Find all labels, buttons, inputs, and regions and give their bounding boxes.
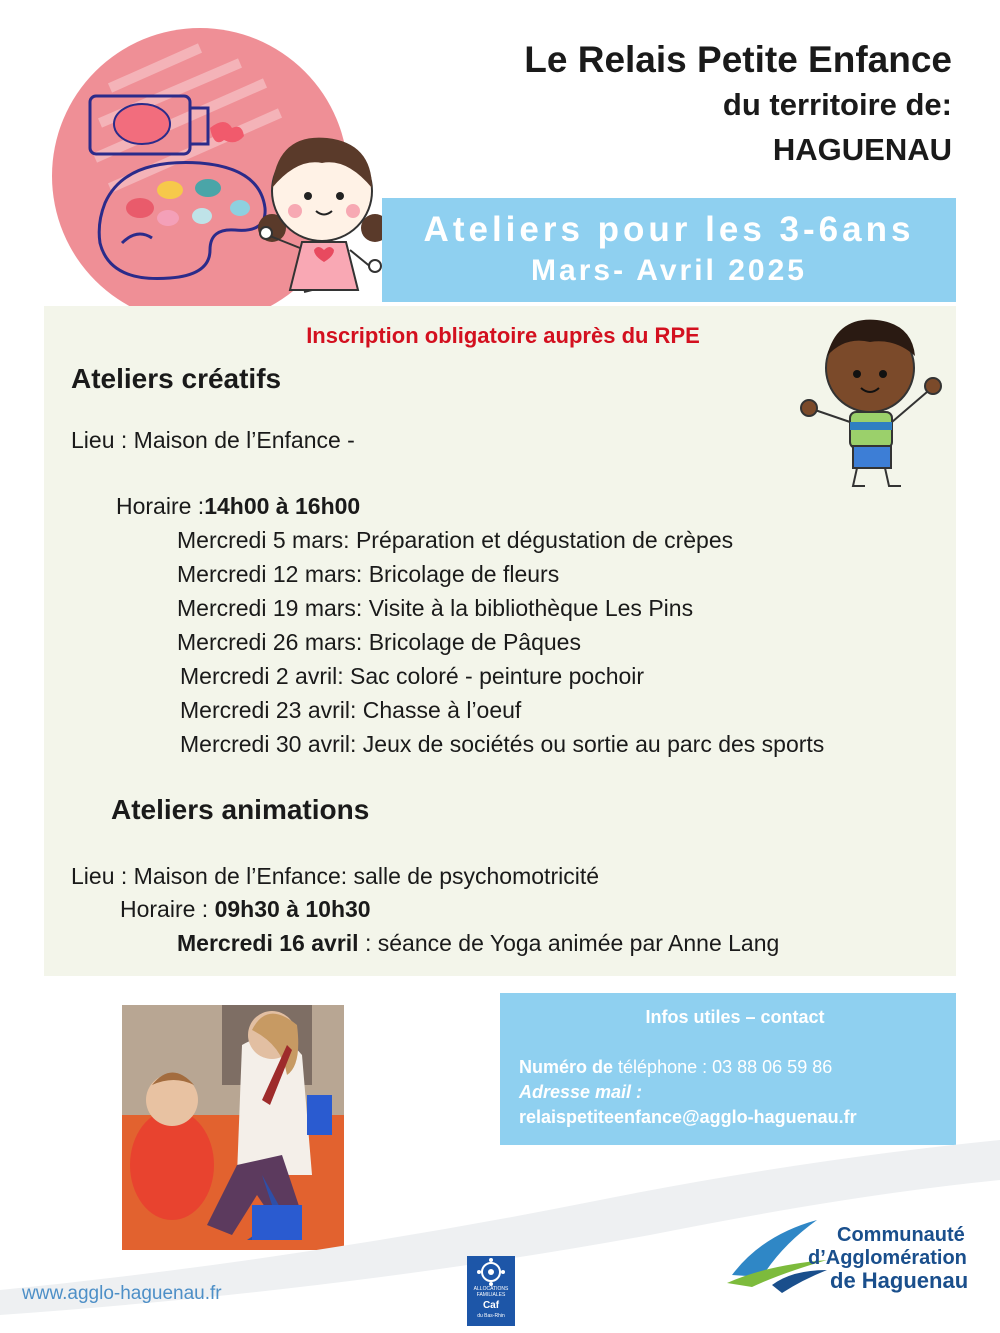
session-activity: Visite à la bibliothèque Les Pins <box>368 595 694 621</box>
contact-title: Infos utiles – contact <box>645 1007 825 1027</box>
session-line <box>177 627 581 657</box>
session-date: Mercredi 5 mars: <box>177 527 350 553</box>
page-title: Le Relais Petite Enfance <box>524 39 952 80</box>
horaire-label: Horaire : <box>116 493 205 519</box>
caf-text-3: Caf <box>482 1300 500 1311</box>
session-activity: Préparation et dégustation de crèpes <box>355 527 734 553</box>
session-activity: : séance de Yoga animée par Anne Lang <box>358 930 780 956</box>
phone-value: téléphone : 03 88 06 59 86 <box>613 1057 833 1077</box>
session-line <box>177 593 693 623</box>
animations-horaire <box>120 894 371 924</box>
session-date: Mercredi 16 avril <box>177 930 359 956</box>
agglo-logo <box>722 1195 982 1315</box>
session-line <box>180 661 644 691</box>
session-date: Mercredi 19 mars: <box>177 595 363 621</box>
banner-period: Mars- Avril 2025 <box>531 254 807 287</box>
session-line <box>177 525 733 555</box>
caf-text-1: ALLOCATIONS <box>473 1286 509 1292</box>
contact-phone <box>519 1055 832 1080</box>
session-line <box>177 928 779 958</box>
caf-text-2: FAMILIALES <box>476 1292 506 1298</box>
creatifs-horaire <box>116 491 360 521</box>
session-date: Mercredi 23 avril: <box>180 697 357 723</box>
session-activity: Chasse à l’oeuf <box>362 697 522 723</box>
caf-text-4: du Bas-Rhin <box>477 1313 505 1319</box>
caf-logo <box>467 1256 515 1326</box>
session-activity: Jeux de sociétés ou sortie au parc des sports <box>362 731 825 757</box>
animations-lieu: Lieu : Maison de l’Enfance: salle de psychomotricité <box>71 863 600 889</box>
session-date: Mercredi 2 avril: <box>180 663 344 689</box>
creatifs-lieu: Lieu : Maison de l’Enfance - <box>71 427 355 453</box>
page-subtitle: du territoire de: <box>722 87 952 122</box>
session-date: Mercredi 30 avril: <box>180 731 357 757</box>
session-activity: Bricolage de fleurs <box>368 561 560 587</box>
website-link[interactable]: www.agglo-haguenau.fr <box>22 1283 222 1304</box>
banner-title: Ateliers pour les 3-6ans <box>423 210 915 249</box>
registration-notice: Inscription obligatoire auprès du RPE <box>306 323 700 348</box>
phone-label: Numéro de <box>519 1057 614 1077</box>
session-date: Mercredi 26 mars: <box>177 629 363 655</box>
section-title-animations: Ateliers animations <box>111 794 370 825</box>
paint-illustration <box>50 28 400 308</box>
session-activity: Sac coloré - peinture pochoir <box>350 663 645 689</box>
agglo-text-1: Communauté <box>837 1224 965 1246</box>
mail-label: Adresse mail : <box>519 1082 643 1102</box>
session-line <box>180 729 824 759</box>
session-line <box>177 559 559 589</box>
session-activity: Bricolage de Pâques <box>368 629 581 655</box>
horaire-value: 09h30 à 10h30 <box>214 896 371 922</box>
agglo-text-3: de Haguenau <box>830 1268 969 1293</box>
session-line <box>180 695 521 725</box>
mail-link[interactable]: relaispetiteenfance@agglo-haguenau.fr <box>519 1107 857 1127</box>
agglo-text-2: d’Agglomération <box>808 1247 967 1269</box>
section-title-creatifs: Ateliers créatifs <box>71 363 282 394</box>
city-name: HAGUENAU <box>772 132 952 167</box>
horaire-value: 14h00 à 16h00 <box>204 493 361 519</box>
session-date: Mercredi 12 mars: <box>177 561 363 587</box>
horaire-label: Horaire : <box>120 896 215 922</box>
